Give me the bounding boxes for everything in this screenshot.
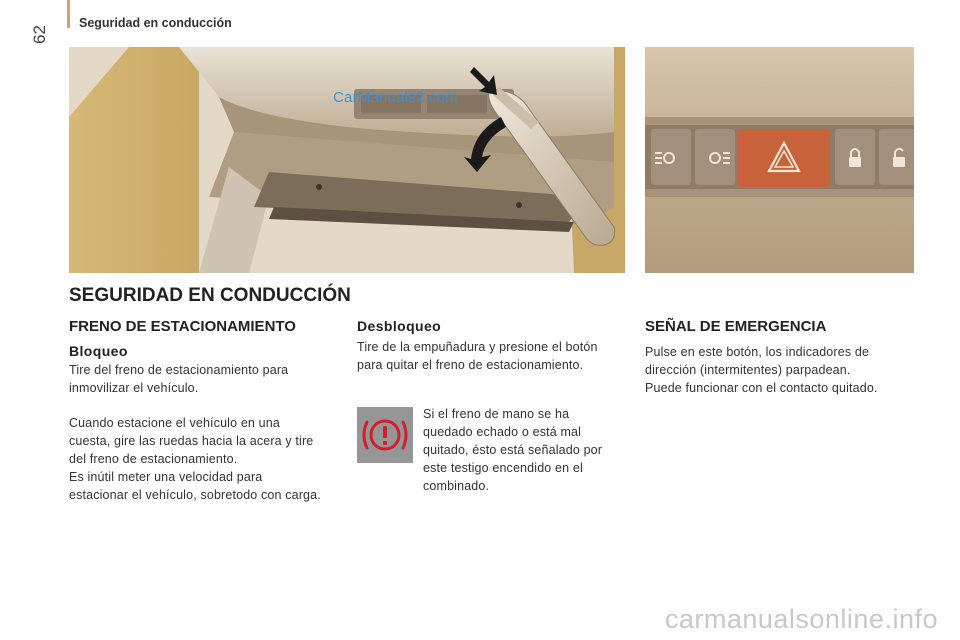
page-number: 62 [30, 25, 49, 44]
parking-brake-illustration [69, 47, 625, 273]
lock-paragraph-2: Cuando estacione el vehículo en una cuesta, gire las ruedas hacia la acera y tire del freno de estacionamiento. Es inútil meter una velocidad para estacionar el vehículo, sobretodo con carga. [69, 416, 321, 502]
hazard-title: SEÑAL DE EMERGENCIA [645, 318, 827, 335]
parking-brake-title: FRENO DE ESTACIONAMIENTO [69, 318, 296, 335]
lock-paragraph-1: Tire del freno de estacionamiento para inmovilizar el vehículo. [69, 363, 289, 395]
section-title: SEGURIDAD EN CONDUCCIÓN [69, 285, 351, 306]
hazard-switch-illustration [645, 47, 914, 273]
unlock-subtitle: Desbloqueo [357, 318, 442, 334]
unlock-paragraph: Tire de la empuñadura y presione el botón para quitar el freno de estacionamiento. [357, 340, 598, 372]
header-accent-bar [67, 0, 70, 28]
warning-note: Si el freno de mano se ha quedado echado o está mal quitado, ésto está señalado por este testigo encendido en el combinado. [423, 407, 603, 493]
lock-subtitle: Bloqueo [69, 343, 128, 359]
hazard-paragraph: Pulse en este botón, los indicadores de dirección (intermitentes) parpadean. Puede funcionar con el contacto quitado. [645, 345, 878, 395]
header-title: Seguridad en conducción [79, 16, 232, 30]
watermark-carmanuals2: CarManuals2.com [333, 89, 458, 106]
footer-watermark: carmanualsonline.info [664, 604, 938, 634]
brake-warning-light-icon [357, 407, 413, 463]
